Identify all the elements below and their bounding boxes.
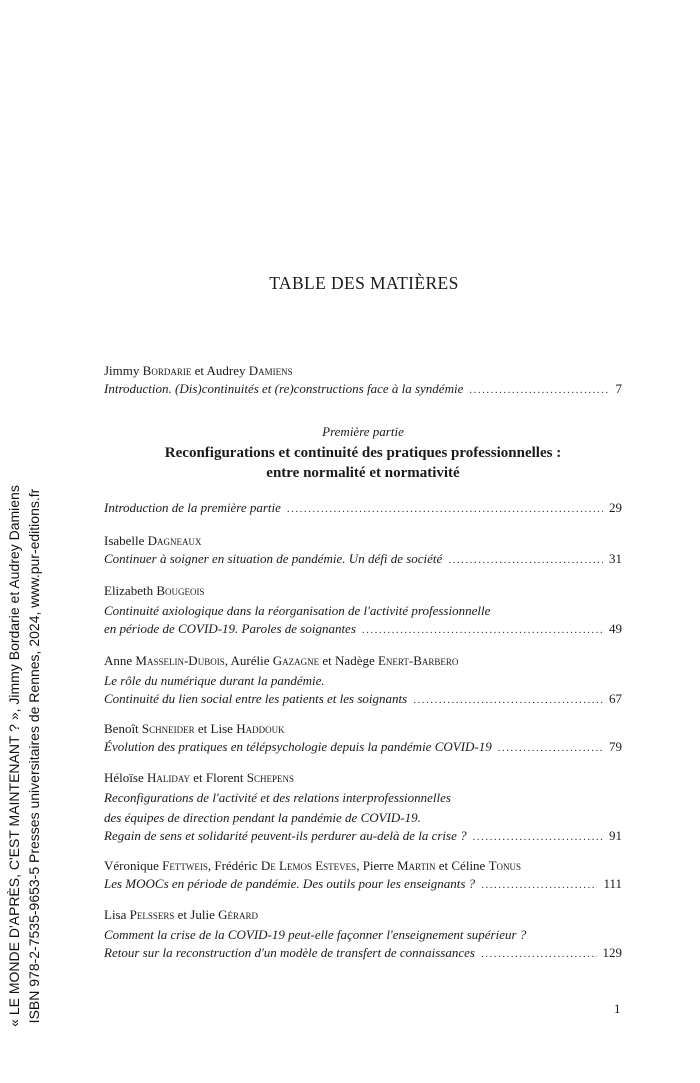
- part-title: [104, 443, 622, 483]
- page-number: 111: [603, 876, 622, 891]
- author-first: Frédéric: [214, 858, 258, 873]
- author-first: Lise: [210, 721, 233, 736]
- chapter-title: Continuité du lien social entre les patients et les soignants: [104, 691, 408, 706]
- author-line: [104, 580, 622, 601]
- toc-entry: [104, 855, 622, 892]
- author-line: [104, 718, 622, 739]
- author-conj: et: [197, 721, 208, 736]
- page-number: 29: [609, 500, 622, 515]
- author-first: Pierre: [362, 858, 394, 873]
- author-first: Véronique: [104, 858, 159, 873]
- toc-entry: [104, 530, 622, 567]
- chapter-title: Introduction. (Dis)continuités et (re)constructions face à la syndémie: [104, 381, 464, 396]
- author-line: [104, 530, 622, 551]
- author-conj: et: [194, 363, 204, 378]
- author-first: Anne: [104, 653, 133, 668]
- folio-page-number: 1: [614, 1001, 621, 1016]
- author-first: Aurélie: [230, 653, 270, 668]
- chapter-title-line: Le rôle du numérique durant la pandémie.: [104, 673, 325, 688]
- copyright-line-1: « LE MONDE D'APRÈS, C'EST MAINTENANT ? », Jimmy Bordarie et Audrey Damiens: [6, 485, 22, 1027]
- page-number: 91: [609, 828, 622, 843]
- author-first: Lisa: [104, 907, 127, 922]
- toc-row[interactable]: [104, 381, 622, 397]
- author-last: Enert-Barbero: [377, 653, 459, 668]
- author-last: Damiens: [248, 363, 293, 378]
- author-last: Haliday: [146, 770, 191, 785]
- toc-row[interactable]: [104, 691, 622, 707]
- chapter-title-line: Continuité axiologique dans la réorganisation de l'activité professionnelle: [104, 603, 491, 618]
- author-last: Dagneaux: [147, 533, 202, 548]
- toc-row[interactable]: [104, 828, 622, 844]
- author-first: Elizabeth: [104, 583, 154, 598]
- chapter-title: Introduction de la première partie: [104, 500, 281, 515]
- toc-entry: [104, 580, 622, 637]
- author-last: Masselin-Dubois: [135, 653, 225, 668]
- author-first: Héloïse: [104, 770, 144, 785]
- author-last: Schepens: [246, 770, 294, 785]
- author-line: Véronique Fettweis, Frédéric De Lemos Esteves, Pierre Martin et Céline Tonus: [104, 858, 522, 873]
- author-line: [104, 904, 622, 925]
- toc-row[interactable]: [104, 621, 622, 637]
- copyright-sidebar: [4, 476, 48, 1036]
- page-number: 31: [609, 551, 622, 566]
- chapter-title-line: Comment la crise de la COVID-19 peut-elle façonner l'enseignement supérieur ?: [104, 927, 527, 942]
- chapter-title: Regain de sens et solidarité peuvent-ils perdurer au-delà de la crise ?: [104, 828, 467, 843]
- author-last: Fettweis: [162, 858, 208, 873]
- page-number: 79: [609, 739, 622, 754]
- author-conj: et: [438, 858, 449, 873]
- author-line: [104, 360, 622, 381]
- author-first: Julie: [190, 907, 215, 922]
- leader-dots: [473, 831, 603, 843]
- author-conj: et: [322, 653, 332, 668]
- chapter-title: Les MOOCs en période de pandémie. Des outils pour les enseignants ?: [104, 876, 476, 891]
- leader-dots: [481, 879, 597, 891]
- author-first: Isabelle: [104, 533, 145, 548]
- part-label: Première partie: [322, 424, 404, 439]
- author-first: Jimmy: [104, 363, 140, 378]
- author-first: Benoît: [104, 721, 139, 736]
- author-last: Gérard: [218, 907, 258, 922]
- page-number: 49: [609, 621, 622, 636]
- toc-intro: [104, 360, 622, 397]
- author-first: Nadège: [335, 653, 375, 668]
- chapter-title: Évolution des pratiques en télépsychologie depuis la pandémie COVID-19: [104, 739, 492, 754]
- leader-dots: [469, 384, 609, 396]
- leader-dots: [498, 742, 603, 754]
- toc-entry: [104, 904, 622, 961]
- part-title-line-2: entre normalité et normativité: [266, 465, 460, 481]
- author-first: Florent: [205, 770, 244, 785]
- leader-dots: [362, 624, 603, 636]
- toc-entry: [104, 650, 622, 707]
- chapter-title: Retour sur la reconstruction d'un modèle de transfert de connaissances: [104, 945, 475, 960]
- page-number: 67: [609, 691, 622, 706]
- author-conj: et: [193, 770, 203, 785]
- author-first: Céline: [451, 858, 486, 873]
- chapter-title-line: des équipes de direction pendant la pandémie de COVID-19.: [104, 810, 421, 825]
- page-number: 129: [602, 945, 622, 960]
- toc-row[interactable]: [104, 739, 622, 755]
- author-last: Gazagne: [272, 653, 320, 668]
- leader-dots: [287, 503, 603, 515]
- toc-row[interactable]: [104, 500, 622, 516]
- chapter-title: en période de COVID-19. Paroles de soignantes: [104, 621, 356, 636]
- author-first: Audrey: [206, 363, 246, 378]
- toc-row[interactable]: [104, 945, 622, 961]
- toc-row[interactable]: [104, 551, 622, 567]
- author-conj: et: [177, 907, 188, 922]
- author-line: [104, 767, 622, 788]
- chapter-title: Continuer à soigner en situation de pandémie. Un défi de société: [104, 551, 443, 566]
- author-last: Schneider: [141, 721, 195, 736]
- toc-entry: [104, 767, 622, 844]
- page-number: 7: [615, 381, 622, 396]
- copyright-line-2: ISBN 978-2-7535-9653-5 Presses universitaires de Rennes, 2024, www.pur-editions.fr: [26, 488, 42, 1024]
- page-title: TABLE DES MATIÈRES: [269, 273, 459, 293]
- author-last: Pelssers: [129, 907, 175, 922]
- author-last: De Lemos Esteves: [260, 858, 357, 873]
- leader-dots: [413, 694, 603, 706]
- toc-row[interactable]: [104, 876, 622, 892]
- author-last: Bordarie: [142, 363, 192, 378]
- leader-dots: [448, 554, 603, 566]
- chapter-title-line: Reconfigurations de l'activité et des relations interprofessionnelles: [104, 790, 451, 805]
- author-last: Martin: [396, 858, 436, 873]
- leader-dots: [481, 948, 597, 960]
- author-last: Tonus: [488, 858, 522, 873]
- toc-entry: [104, 500, 622, 516]
- author-line: Anne Masselin-Dubois, Aurélie Gazagne et Nadège Enert-Barbero: [104, 653, 459, 668]
- author-last: Haddouk: [236, 721, 285, 736]
- toc-entry: [104, 718, 622, 755]
- author-last: Bougeois: [156, 583, 205, 598]
- part-title-line-1: Reconfigurations et continuité des pratiques professionnelles :: [164, 445, 562, 461]
